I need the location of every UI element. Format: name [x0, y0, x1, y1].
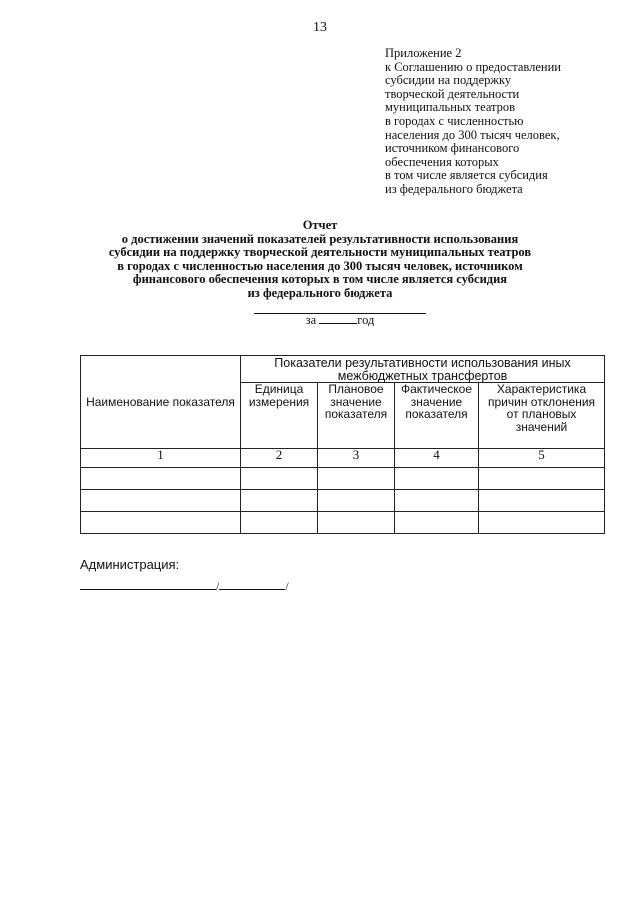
table-cell[interactable]	[318, 468, 395, 490]
column-number: 1	[81, 449, 241, 468]
period-suffix: год	[357, 313, 375, 327]
column-number: 5	[479, 449, 605, 468]
period-prefix: за	[305, 313, 317, 327]
header-deviation-reasons: Характеристика причин отклонения от плановых значений	[479, 383, 605, 449]
title-line: о достижении значений показателей результативности использования	[121, 231, 519, 246]
title-line: Отчет	[302, 218, 338, 232]
column-number: 2	[241, 449, 318, 468]
signature-name-blank[interactable]	[219, 578, 285, 590]
table-cell[interactable]	[395, 512, 479, 534]
table-row	[81, 490, 605, 512]
signature-separator: /	[216, 579, 220, 593]
appendix-line: источником финансового	[385, 141, 520, 156]
page-number: 13	[313, 20, 327, 35]
indicators-table	[80, 355, 605, 534]
signature-blank[interactable]	[80, 578, 216, 590]
table-cell[interactable]	[479, 468, 605, 490]
table-cell[interactable]	[81, 468, 241, 490]
table-cell[interactable]	[81, 490, 241, 512]
table-cell[interactable]	[318, 512, 395, 534]
signature-line	[80, 578, 289, 594]
header-planned-value: Плановое значение показателя	[318, 383, 395, 449]
period-year-blank[interactable]	[319, 312, 357, 324]
title-line: из федерального бюджета	[247, 285, 393, 300]
table-cell[interactable]	[241, 512, 318, 534]
header-indicators-group: Показатели результативности использования иных межбюджетных трансфертов	[241, 356, 605, 383]
appendix-line: обеспечения которых	[385, 154, 499, 169]
table-cell[interactable]	[395, 468, 479, 490]
report-title	[60, 219, 580, 301]
table-row	[81, 512, 605, 534]
appendix-line: муниципальных театров	[385, 100, 516, 115]
title-line: в городах с численностью населения до 300 тысяч человек, источником	[117, 258, 523, 273]
report-period	[254, 312, 426, 327]
column-number-row	[81, 449, 605, 468]
table-cell[interactable]	[479, 512, 605, 534]
header-indicator-name: Наименование показателя	[81, 356, 241, 449]
table-cell[interactable]	[395, 490, 479, 512]
appendix-line: Приложение 2	[385, 46, 462, 60]
appendix-block	[385, 47, 615, 197]
table-cell[interactable]	[241, 490, 318, 512]
appendix-line: творческой деятельности	[385, 86, 520, 101]
column-number: 4	[395, 449, 479, 468]
table-row	[81, 468, 605, 490]
administration-label: Администрация:	[80, 557, 180, 572]
header-actual-value: Фактическое значение показателя	[395, 383, 479, 449]
appendix-line: населения до 300 тысяч человек,	[385, 127, 560, 142]
appendix-line: субсидии на поддержку	[385, 73, 512, 88]
table-cell[interactable]	[318, 490, 395, 512]
table-cell[interactable]	[81, 512, 241, 534]
title-line: субсидии на поддержку творческой деятельности муниципальных театров	[108, 245, 532, 260]
header-unit: Единица измерения	[241, 383, 318, 449]
appendix-line: из федерального бюджета	[385, 181, 523, 196]
appendix-line: в том числе является субсидия	[385, 168, 548, 183]
title-line: финансового обеспечения которых в том числе является субсидия	[132, 272, 508, 287]
signature-separator: /	[285, 579, 289, 593]
column-number: 3	[318, 449, 395, 468]
appendix-line: в городах с численностью	[385, 113, 524, 128]
table-cell[interactable]	[479, 490, 605, 512]
table-cell[interactable]	[241, 468, 318, 490]
appendix-line: к Соглашению о предоставлении	[385, 59, 562, 74]
